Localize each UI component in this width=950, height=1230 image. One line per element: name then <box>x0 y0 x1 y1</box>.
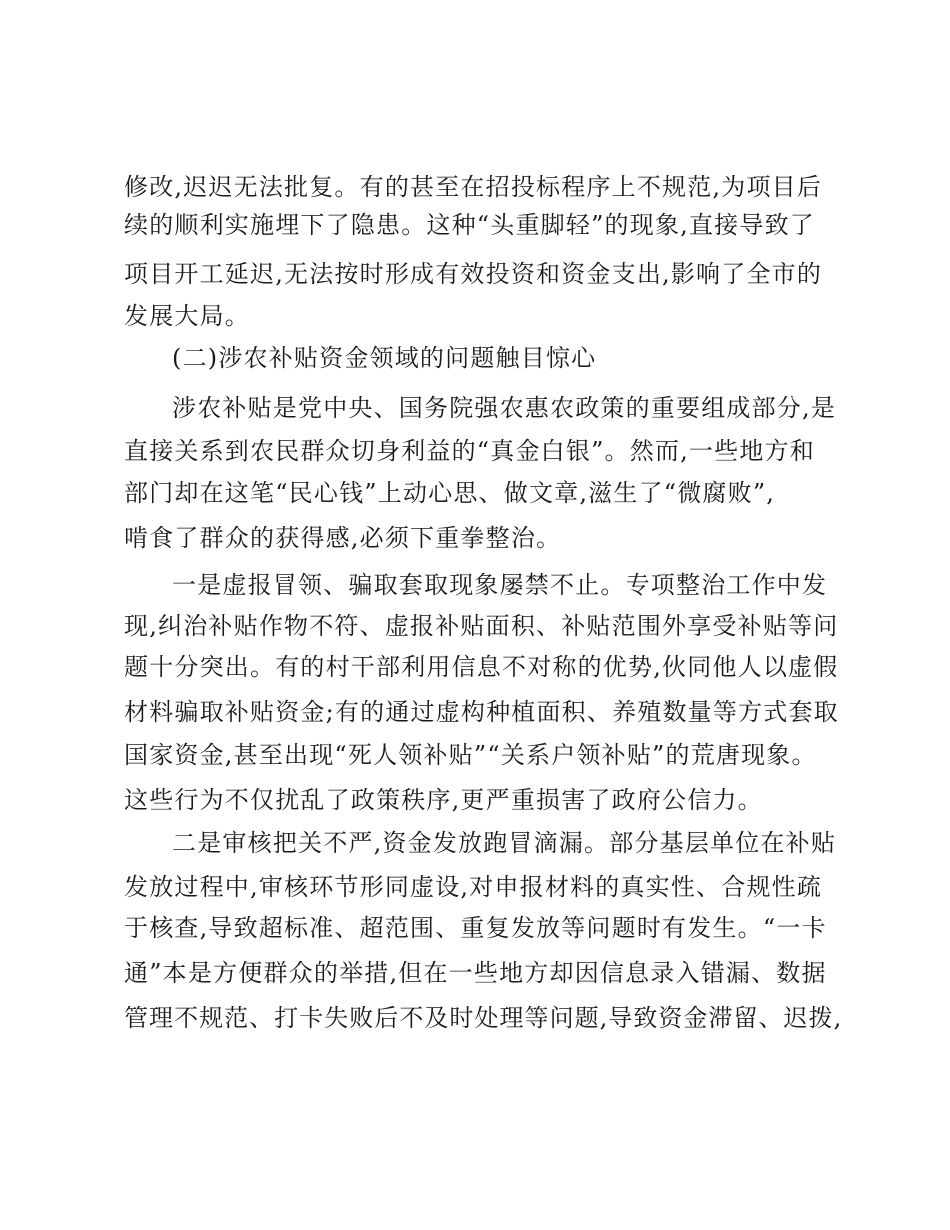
paragraph-line: 二是审核把关不严,资金发放跑冒滴漏。部分基层单位在补贴 <box>172 829 837 857</box>
paragraph-line: 部门却在这笔“民心钱”上动心思、做文章,滋生了“微腐败”, <box>124 479 776 507</box>
paragraph-line: 材料骗取补贴资金;有的通过虚构种植面积、养殖数量等方式套取 <box>124 698 839 726</box>
paragraph-line: 续的顺利实施埋下了隐患。这种“头重脚轻”的现象,直接导致了 <box>124 211 815 239</box>
paragraph-line: 发展大局。 <box>124 302 250 330</box>
paragraph-line: 现,纠治补贴作物不符、虚报补贴面积、补贴范围外享受补贴等问 <box>124 612 839 640</box>
paragraph-line: 项目开工延迟,无法按时形成有效投资和资金支出,影响了全市的 <box>124 260 823 288</box>
paragraph-line: 修改,迟迟无法批复。有的甚至在招投标程序上不规范,为项目后 <box>124 173 823 201</box>
paragraph-line: 这些行为不仅扰乱了政策秩序,更严重损害了政府公信力。 <box>124 786 763 814</box>
paragraph-line: 通”本是方便群众的举措,但在一些地方却因信息录入错漏、数据 <box>124 959 827 987</box>
paragraph-line: 一是虚报冒领、骗取套取现象屡禁不止。专项整治工作中发 <box>172 571 828 599</box>
paragraph-line: 管理不规范、打卡失败后不及时处理等问题,导致资金滞留、迟拨, <box>124 1004 843 1032</box>
paragraph-line: 题十分突出。有的村干部利用信息不对称的优势,伙同他人以虚假 <box>124 653 839 681</box>
paragraph-line: 于核查,导致超标准、超范围、重复发放等问题时有发生。“一卡 <box>124 914 827 942</box>
section-heading: (二)涉农补贴资金领域的问题触目惊心 <box>172 344 597 372</box>
paragraph-line: 啃食了群众的获得感,必须下重拳整治。 <box>124 524 562 552</box>
paragraph-line: 涉农补贴是党中央、国务院强农惠农政策的重要组成部分,是 <box>172 394 837 422</box>
paragraph-line: 国家资金,甚至出现“死人领补贴”“关系户领补贴”的荒唐现象。 <box>124 741 817 769</box>
paragraph-line: 直接关系到农民群众切身利益的“真金白银”。然而,一些地方和 <box>124 437 815 465</box>
paragraph-line: 发放过程中,审核环节形同虚设,对申报材料的真实性、合规性疏 <box>124 873 823 901</box>
